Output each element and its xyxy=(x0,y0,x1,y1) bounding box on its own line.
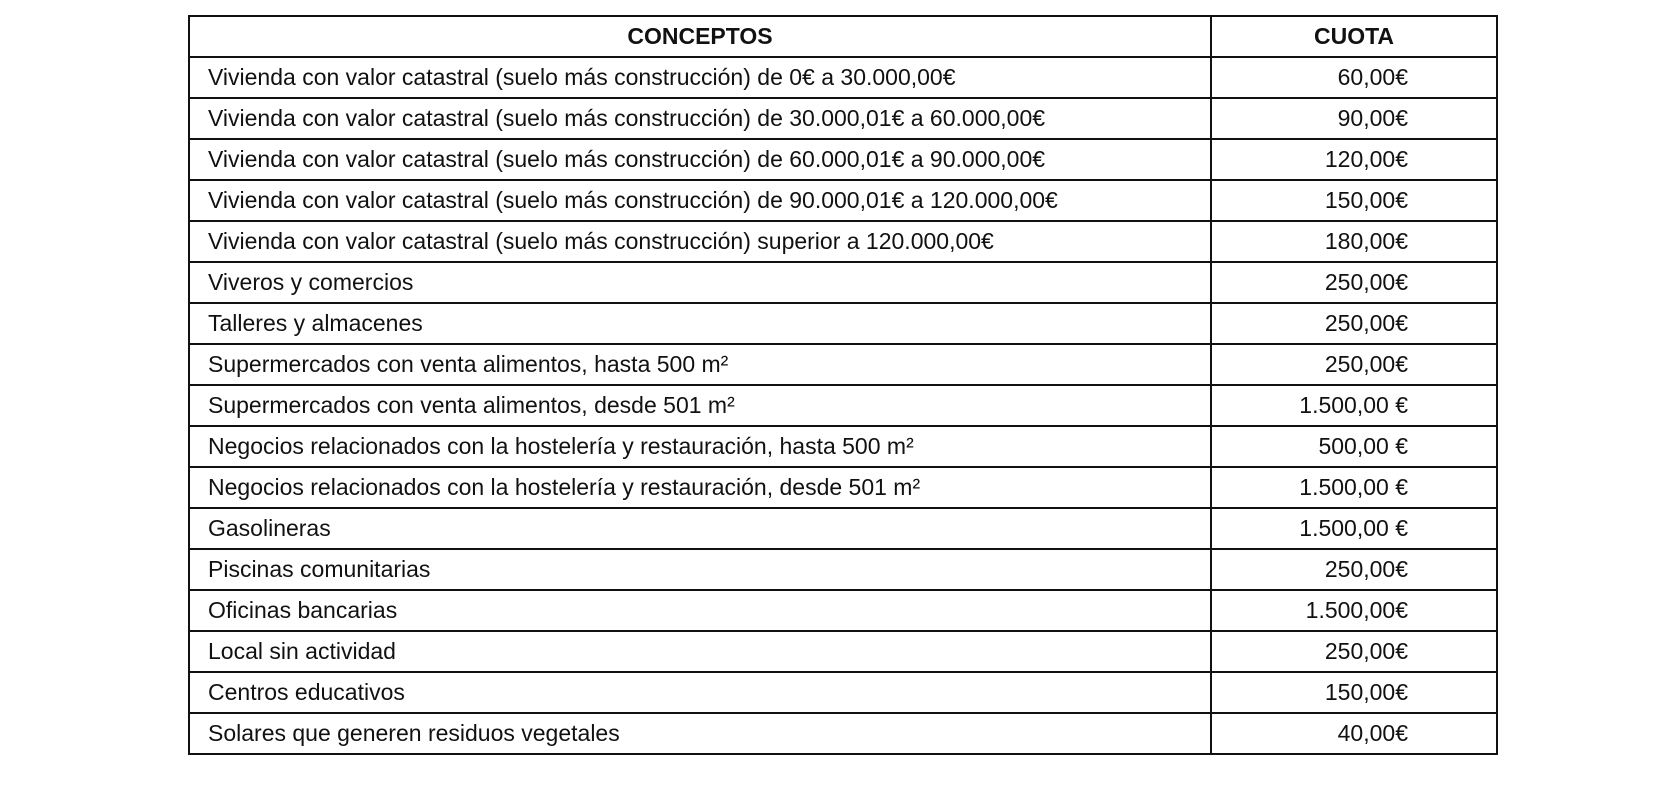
table-row xyxy=(189,590,1497,631)
table-row xyxy=(189,344,1497,385)
header-row xyxy=(189,16,1497,57)
cuota-cell: 250,00€ xyxy=(1211,303,1497,344)
cuota-cell: 120,00€ xyxy=(1211,139,1497,180)
cuota-cell: 150,00€ xyxy=(1211,672,1497,713)
cuota-cell: 500,00 € xyxy=(1211,426,1497,467)
cuota-cell: 1.500,00 € xyxy=(1211,467,1497,508)
cuota-cell: 250,00€ xyxy=(1211,344,1497,385)
table-body xyxy=(189,57,1497,754)
table-row xyxy=(189,631,1497,672)
cuota-cell: 40,00€ xyxy=(1211,713,1497,754)
cuota-cell: 1.500,00 € xyxy=(1211,508,1497,549)
table-row xyxy=(189,713,1497,754)
table-row xyxy=(189,139,1497,180)
cuota-cell: 1.500,00€ xyxy=(1211,590,1497,631)
table-row xyxy=(189,467,1497,508)
concept-cell: Supermercados con venta alimentos, desde 501 m² xyxy=(189,385,1211,426)
table-row xyxy=(189,180,1497,221)
concept-cell: Negocios relacionados con la hostelería y restauración, hasta 500 m² xyxy=(189,426,1211,467)
table-row xyxy=(189,221,1497,262)
cuota-cell: 90,00€ xyxy=(1211,98,1497,139)
concept-cell: Centros educativos xyxy=(189,672,1211,713)
concept-cell: Solares que generen residuos vegetales xyxy=(189,713,1211,754)
table-row xyxy=(189,508,1497,549)
concept-cell: Negocios relacionados con la hostelería y restauración, desde 501 m² xyxy=(189,467,1211,508)
table-row xyxy=(189,549,1497,590)
cuota-cell: 250,00€ xyxy=(1211,549,1497,590)
table-row xyxy=(189,303,1497,344)
concept-cell: Local sin actividad xyxy=(189,631,1211,672)
concept-cell: Vivienda con valor catastral (suelo más construcción) de 0€ a 30.000,00€ xyxy=(189,57,1211,98)
concept-cell: Piscinas comunitarias xyxy=(189,549,1211,590)
concept-cell: Vivienda con valor catastral (suelo más construcción) de 90.000,01€ a 120.000,00€ xyxy=(189,180,1211,221)
table-row xyxy=(189,426,1497,467)
concept-cell: Vivienda con valor catastral (suelo más construcción) de 30.000,01€ a 60.000,00€ xyxy=(189,98,1211,139)
table-row xyxy=(189,262,1497,303)
cuota-cell: 250,00€ xyxy=(1211,631,1497,672)
header-cuota: CUOTA xyxy=(1211,16,1497,57)
table-row xyxy=(189,57,1497,98)
concept-cell: Oficinas bancarias xyxy=(189,590,1211,631)
table-row xyxy=(189,98,1497,139)
cuota-cell: 1.500,00 € xyxy=(1211,385,1497,426)
table-row xyxy=(189,385,1497,426)
table-row xyxy=(189,672,1497,713)
concept-cell: Vivienda con valor catastral (suelo más construcción) de 60.000,01€ a 90.000,00€ xyxy=(189,139,1211,180)
cuota-cell: 150,00€ xyxy=(1211,180,1497,221)
concept-cell: Supermercados con venta alimentos, hasta 500 m² xyxy=(189,344,1211,385)
concept-cell: Gasolineras xyxy=(189,508,1211,549)
cuota-cell: 180,00€ xyxy=(1211,221,1497,262)
table-header xyxy=(189,16,1497,57)
concept-cell: Vivienda con valor catastral (suelo más construcción) superior a 120.000,00€ xyxy=(189,221,1211,262)
concept-cell: Viveros y comercios xyxy=(189,262,1211,303)
cuota-cell: 250,00€ xyxy=(1211,262,1497,303)
concept-cell: Talleres y almacenes xyxy=(189,303,1211,344)
header-conceptos: CONCEPTOS xyxy=(189,16,1211,57)
fee-table xyxy=(188,15,1498,755)
cuota-cell: 60,00€ xyxy=(1211,57,1497,98)
